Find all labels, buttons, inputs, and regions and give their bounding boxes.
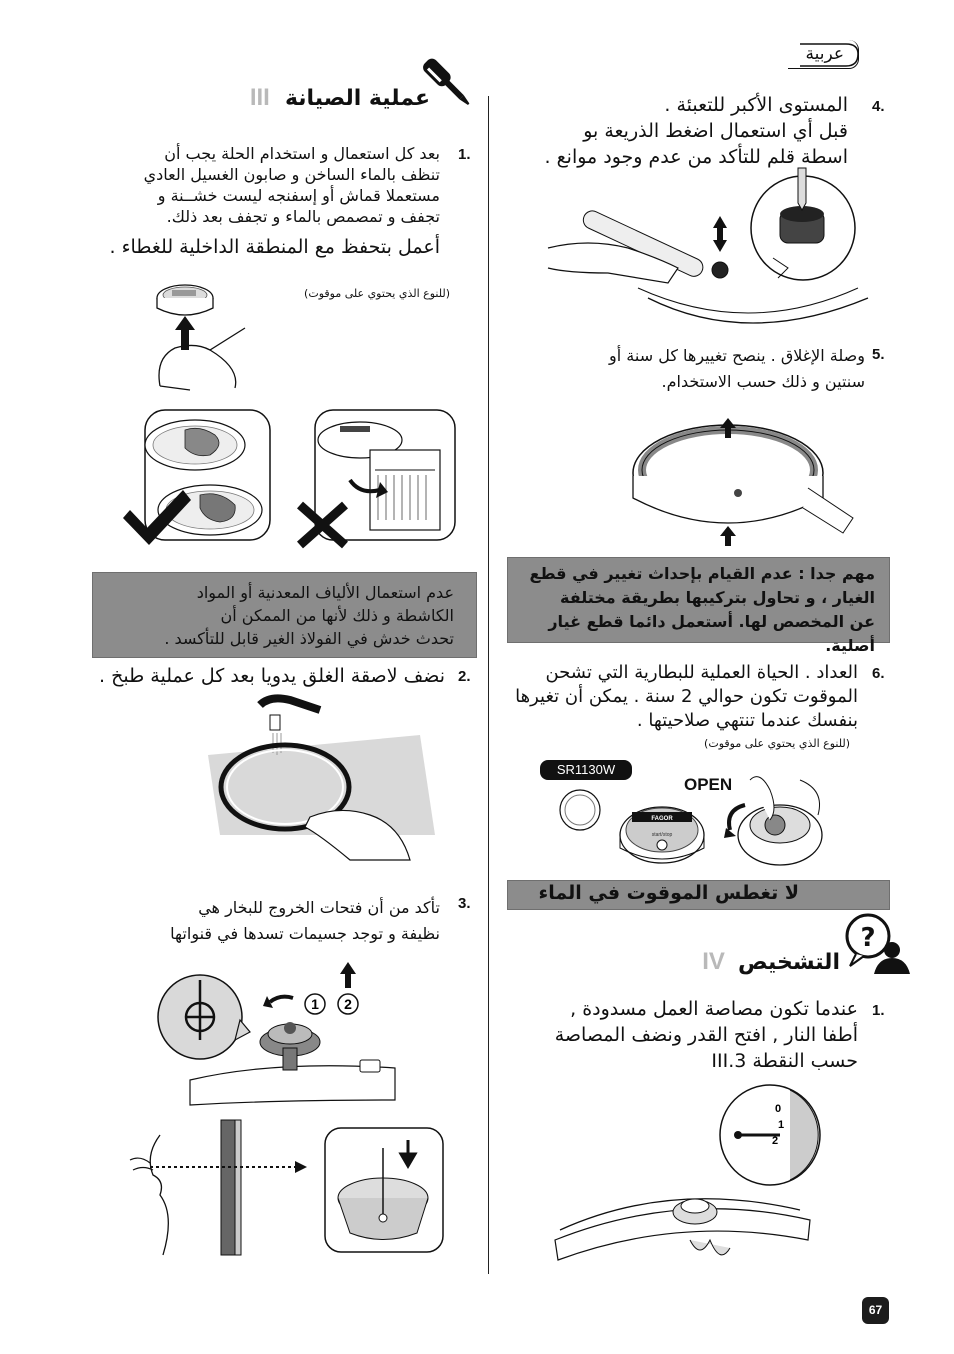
step-4-text — [500, 92, 848, 170]
pen-press-illustration — [548, 178, 878, 338]
step-6-number: 6. — [872, 665, 885, 682]
warning-line: الكاشطة و ذلك لأنها من الممكن أن — [220, 606, 454, 625]
step-3-line: نظيفة و توجد جسيمات تسدها في قنواتها — [170, 924, 440, 943]
timer-button-label: start/stop — [651, 832, 673, 838]
warning-box-left — [92, 572, 477, 658]
step-1-line: تجفف و تمصمص بالماء و تجفف بعد ذلك. — [166, 207, 440, 226]
step-3-number: 3. — [458, 895, 471, 912]
step-4-line: قبل أي استعمال اضغط الذريعة بو — [583, 120, 848, 142]
step-3-line: تأكد من أن فتحات الخروج للبخار هي — [198, 898, 440, 917]
column-divider — [488, 96, 489, 1274]
language-label: عربية — [805, 44, 844, 64]
svg-text:?: ? — [860, 923, 876, 953]
valve-removal-illustration — [155, 960, 415, 1110]
open-label: OPEN — [684, 775, 733, 794]
step-5-number: 5. — [872, 346, 885, 363]
important-line: مهم جدا : عدم القيام بإحداث تغيير في قطع — [529, 564, 875, 583]
section-4-step-1-line: عندما تكون مصاصة العمل مسدودة , — [570, 998, 858, 1020]
page-number: 67 — [862, 1297, 889, 1324]
section-4-step-1-text — [490, 996, 858, 1074]
step-5-line: سنتين و ذلك حسب الاستخدام. — [661, 372, 865, 391]
dial-mark-two: 2 — [772, 1135, 779, 1147]
dishwasher-incorrect-illustration — [300, 410, 460, 550]
section-3-heading — [230, 84, 430, 118]
dial-mark-one: 1 — [778, 1119, 785, 1131]
timer-note-right: (للنوع الذي يحتوي على موقوت) — [704, 737, 850, 750]
timer-water-warning-bar — [507, 880, 890, 910]
step-4-line: المستوى الأكبر للتعبئة . — [664, 94, 848, 116]
section-3-title: عملية الصيانة — [284, 86, 430, 111]
marker-two: 2 — [344, 996, 352, 1012]
timer-water-warning-text: لا تغطس الموقوت في الماء — [538, 882, 799, 904]
step-6-line: الموقوت تكون حوالي 2 سنة . يمكن أن تغيرها — [515, 686, 858, 707]
section-3-roman: III — [249, 84, 270, 111]
warning-line: عدم استعمال الألياف المعدنية أو المواد — [196, 583, 454, 602]
step-2-number: 2. — [458, 668, 471, 685]
cleaning-correct-illustration — [125, 410, 275, 550]
step-1-emphasis: أعمل بتحفظ مع المنطقة الداخلية للغطاء . — [109, 236, 440, 258]
pressure-dial-illustration — [550, 1090, 830, 1270]
warning-text — [104, 581, 454, 650]
step-5-text — [500, 343, 865, 395]
step-1-line: تنظف بالماء الساخن و صابون الغسيل العادي — [143, 165, 440, 184]
important-text — [515, 562, 875, 658]
step-6-line: بنفسك عندما تنتهي صلاحيتها . — [636, 710, 858, 731]
gasket-ring-illustration — [628, 398, 868, 548]
step-1-text — [100, 143, 440, 227]
step-1-number: 1. — [458, 146, 471, 163]
section-4-roman: IV — [702, 948, 725, 975]
important-line: عن المخصص لها. أستعمل دائما قطع غيار أصلية. — [548, 612, 875, 655]
step-4-number: 4. — [872, 98, 885, 115]
battery-replace-illustration — [550, 770, 870, 880]
section-4-step-1-line: حسب النقطة III.3 — [711, 1050, 858, 1072]
steam-outlet-check-illustration — [125, 1115, 305, 1255]
step-1-line: بعد كل استعمال و استخدام الحلة يجب أن — [164, 144, 440, 163]
timer-note-left: (للنوع الذي يحتوي على موقوت) — [304, 287, 450, 300]
timer-lift-illustration — [150, 278, 270, 398]
screwdriver-icon — [416, 58, 486, 118]
step-2-text: نضف لاصقة الغلق يدويا بعد كل عملية طبخ . — [99, 665, 445, 687]
important-box — [507, 557, 890, 655]
step-6-line: العداد . الحياة العملية للبطارية التي تشحن — [545, 662, 858, 683]
diagnosis-icon — [842, 912, 912, 972]
warning-line: تحدث خدش في الفولاذ الغير قابل للتأكسد . — [164, 629, 454, 648]
gasket-rinse-illustration — [200, 695, 440, 865]
step-6-text — [490, 661, 858, 733]
valve-bowl-illustration — [325, 1128, 445, 1258]
section-4-step-1-number: 1. — [872, 1002, 885, 1019]
step-3-text — [100, 895, 440, 947]
section-4-heading — [640, 948, 840, 982]
step-4-line: اسطة قلم للتأكد من عدم وجود موانع . — [544, 146, 848, 168]
section-4-step-1-line: أطفا النار , افتح القدر ونضف المصاصة — [554, 1024, 858, 1046]
section-4-title: التشخيص — [737, 950, 840, 975]
step-5-line: وصلة الإغلاق . ينصح تغييرها كل سنة أو — [609, 346, 865, 365]
marker-one: 1 — [311, 996, 319, 1012]
battery-label: SR1130W — [540, 760, 632, 780]
timer-brand: FAGOR — [651, 816, 673, 822]
step-1-line: مستعملا قماش أو إسفنجه ليست خشــنة و — [157, 186, 440, 205]
important-line: الغيار ، و تحاول بتركيبها بطريقة مختلفة — [559, 588, 875, 607]
dial-mark-zero: 0 — [775, 1103, 782, 1115]
